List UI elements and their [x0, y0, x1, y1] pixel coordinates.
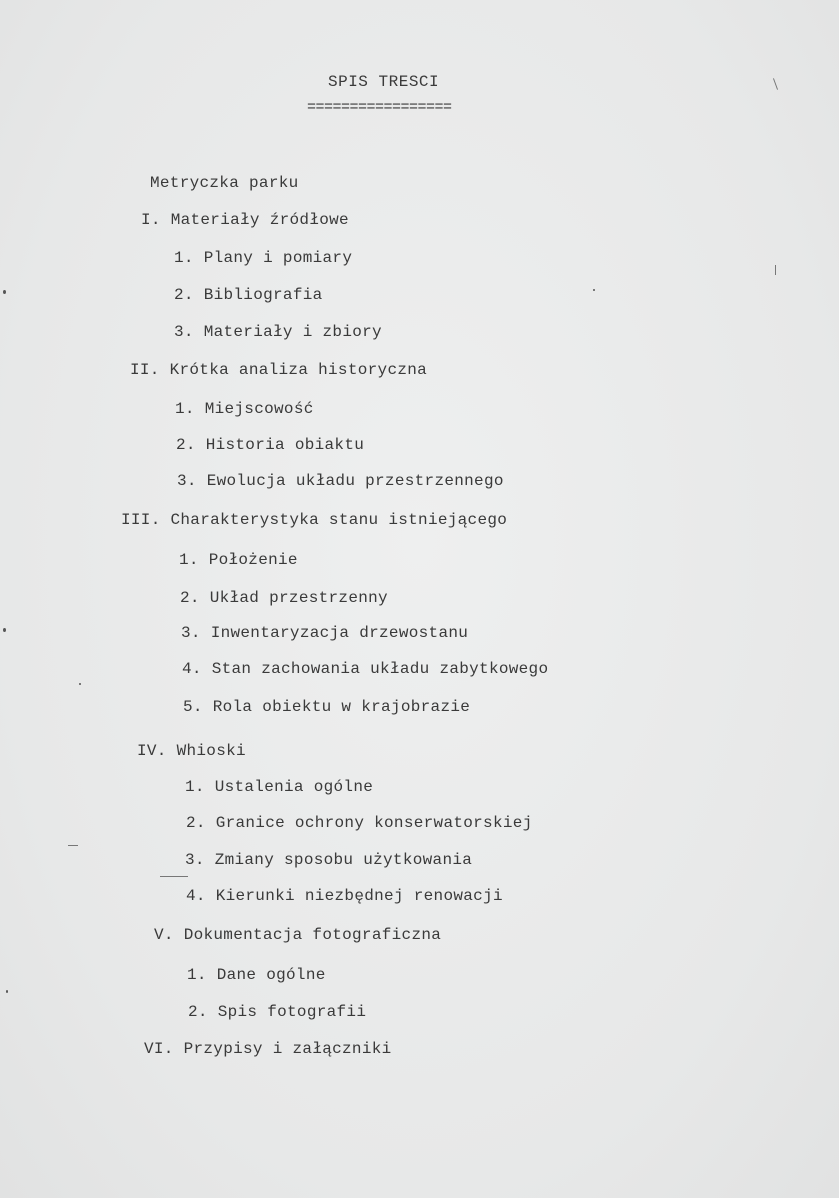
scan-speck — [79, 683, 81, 685]
toc-entry-metryczka: Metryczka parku — [150, 174, 299, 192]
toc-item-3-3: 3. Inwentaryzacja drzewostanu — [181, 624, 469, 642]
toc-item-2-2: 2. Historia obiaktu — [176, 436, 365, 454]
scan-mark — [160, 876, 188, 877]
toc-item-2-1: 1. Miejscowość — [175, 400, 314, 418]
toc-item-4-3: 3. Zmiany sposobu użytkowania — [185, 851, 473, 869]
toc-item-1-1: 1. Plany i pomiary — [174, 249, 353, 267]
toc-item-3-2: 2. Układ przestrzenny — [180, 589, 388, 607]
scan-mark — [775, 265, 776, 275]
title-underline: ================= — [307, 99, 452, 116]
toc-item-5-1: 1. Dane ogólne — [187, 966, 326, 984]
toc-item-3-5: 5. Rola obiektu w krajobrazie — [183, 698, 471, 716]
toc-item-1-3: 3. Materiały i zbiory — [174, 323, 382, 341]
page-title: SPIS TRESCI — [328, 73, 440, 91]
toc-section-2: II. Krótka analiza historyczna — [130, 361, 428, 379]
scan-mark — [68, 845, 78, 846]
toc-item-4-1: 1. Ustalenia ogólne — [185, 778, 374, 796]
scan-speck — [6, 990, 8, 993]
scan-mark — [773, 78, 778, 90]
toc-item-3-1: 1. Położenie — [179, 551, 298, 569]
toc-item-5-2: 2. Spis fotografii — [188, 1003, 367, 1021]
toc-item-4-2: 2. Granice ochrony konserwatorskiej — [186, 814, 533, 832]
toc-item-4-4: 4. Kierunki niezbędnej renowacji — [186, 887, 503, 905]
toc-item-3-4: 4. Stan zachowania układu zabytkowego — [182, 660, 549, 678]
scan-speck — [3, 628, 6, 632]
scan-speck — [3, 290, 6, 294]
toc-item-2-3: 3. Ewolucja układu przestrzennego — [177, 472, 504, 490]
toc-section-6: VI. Przypisy i załączniki — [144, 1040, 392, 1058]
toc-section-3: III. Charakterystyka stanu istniejącego — [121, 511, 508, 529]
toc-section-5: V. Dokumentacja fotograficzna — [154, 926, 442, 944]
toc-section-1: I. Materiały źródłowe — [141, 211, 349, 229]
scan-speck — [593, 289, 595, 291]
toc-section-4: IV. Whioski — [137, 742, 246, 760]
toc-item-1-2: 2. Bibliografia — [174, 286, 323, 304]
